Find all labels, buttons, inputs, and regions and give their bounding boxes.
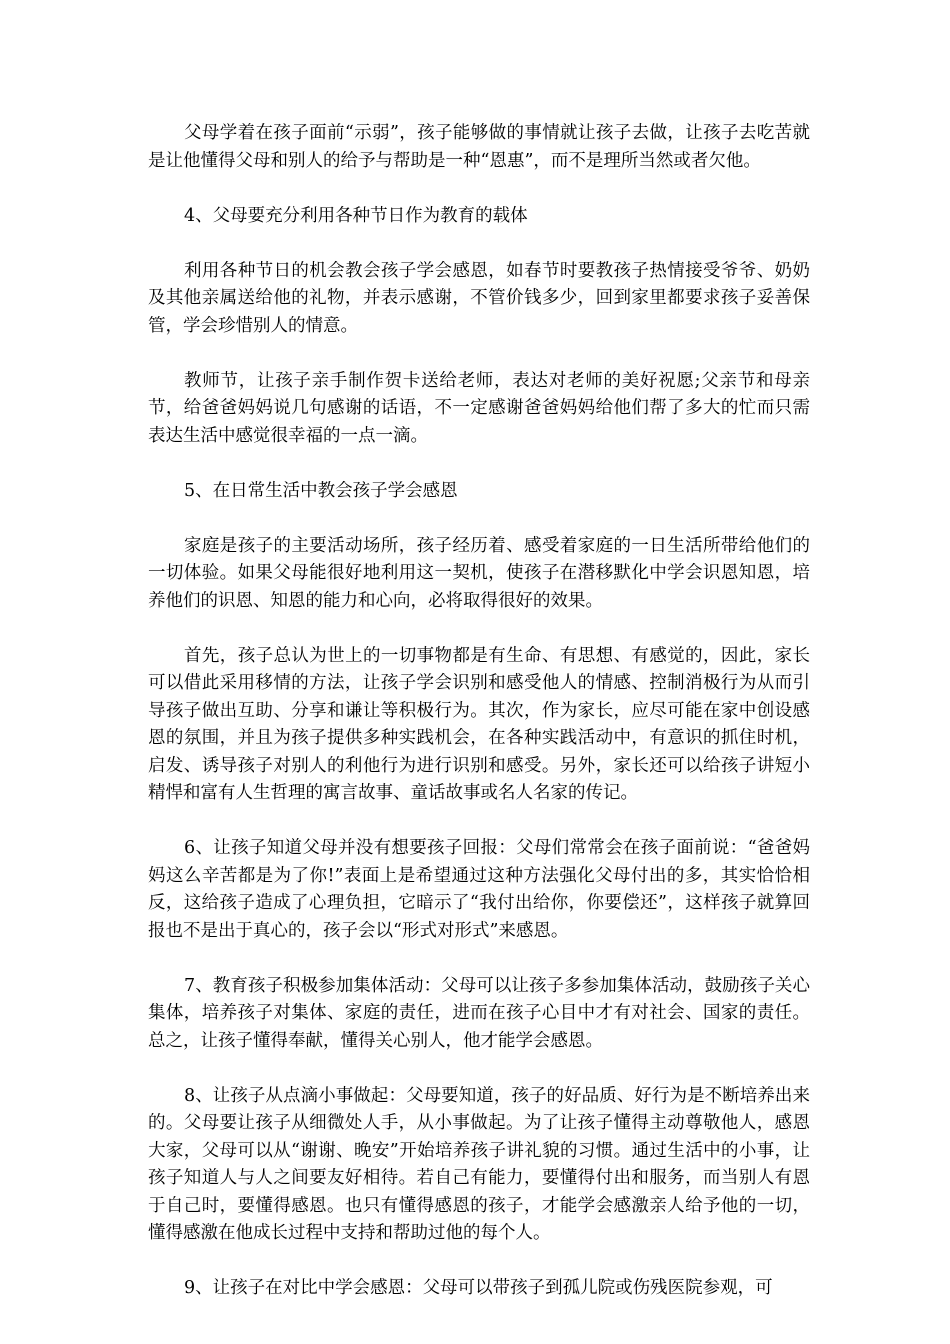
paragraph-item-7: 7、教育孩子积极参加集体活动：父母可以让孩子多参加集体活动，鼓励孩子关心集体，培养孩子对集体、家庭的责任，进而在孩子心目中才有对社会、国家的责任。总之，让孩子懂得奉献，懂得关心别人，他才能学会感恩。 [148,975,810,1051]
paragraph-festivals: 利用各种节日的机会教会孩子学会感恩，如春节时要教孩子热情接受爷爷、奶奶及其他亲属送给他的礼物，并表示感谢，不管价钱多少，回到家里都要求孩子妥善保管，学会珍惜别人的情意。 [148,260,810,336]
document-page [148,120,810,1330]
paragraph-teachers-day: 教师节，让孩子亲手制作贺卡送给老师，表达对老师的美好祝愿;父亲节和母亲节，给爸爸妈妈说几句感谢的话语，不一定感谢爸爸妈妈给他们帮了多大的忙而只需表达生活中感觉很幸福的一点一滴。 [148,370,810,446]
paragraph-first: 首先，孩子总认为世上的一切事物都是有生命、有思想、有感觉的，因此，家长可以借此采用移情的方法，让孩子学会识别和感受他人的情感、控制消极行为从而引导孩子做出互助、分享和谦让等积极行为。其次，作为家长，应尽可能在家中创设感恩的氛围，并且为孩子提供多种实践机会，在各种实践活动中，有意识的抓住时机，启发、诱导孩子对别人的利他行为进行识别和感受。另外，家长还可以给孩子讲短小精悍和富有人生哲理的寓言故事、童话故事或名人名家的传记。 [148,645,810,803]
paragraph-item-9: 9、让孩子在对比中学会感恩：父母可以带孩子到孤儿院或伤残医院参观，可 [184,1278,773,1298]
paragraph-family: 家庭是孩子的主要活动场所，孩子经历着、感受着家庭的一日生活所带给他们的一切体验。如果父母能很好地利用这一契机，使孩子在潜移默化中学会识恩知恩，培养他们的识恩、知恩的能力和心向，必将取得很好的效果。 [148,535,810,611]
heading-item-5: 5、在日常生活中教会孩子学会感恩 [184,480,458,501]
heading-item-4: 4、父母要充分利用各种节日作为教育的载体 [184,205,528,226]
paragraph-item-6: 6、让孩子知道父母并没有想要孩子回报：父母们常常会在孩子面前说：“爸爸妈妈这么辛苦都是为了你!”表面上是希望通过这种方法强化父母付出的多，其实恰恰相反，这给孩子造成了心理负担，它暗示了“我付出给你，你要偿还”，这样孩子就算回报也不是出于真心的，孩子会以“形式对形式”来感恩。 [148,838,810,941]
paragraph-intro: 父母学着在孩子面前“示弱”，孩子能够做的事情就让孩子去做，让孩子去吃苦就是让他懂得父母和别人的给予与帮助是一种“恩惠”，而不是理所当然或者欠他。 [148,123,810,171]
paragraph-item-8: 8、让孩子从点滴小事做起：父母要知道，孩子的好品质、好行为是不断培养出来的。父母要让孩子从细微处人手，从小事做起。为了让孩子懂得主动尊敬他人，感恩大家，父母可以从“谢谢、晚安”开始培养孩子讲礼貌的习惯。通过生活中的小事，让孩子知道人与人之间要友好相待。若自己有能力，要懂得付出和服务，而当别人有恩于自己时，要懂得感恩。也只有懂得感恩的孩子，才能学会感激亲人给予他的一切，懂得感激在他成长过程中支持和帮助过他的每个人。 [148,1085,810,1243]
